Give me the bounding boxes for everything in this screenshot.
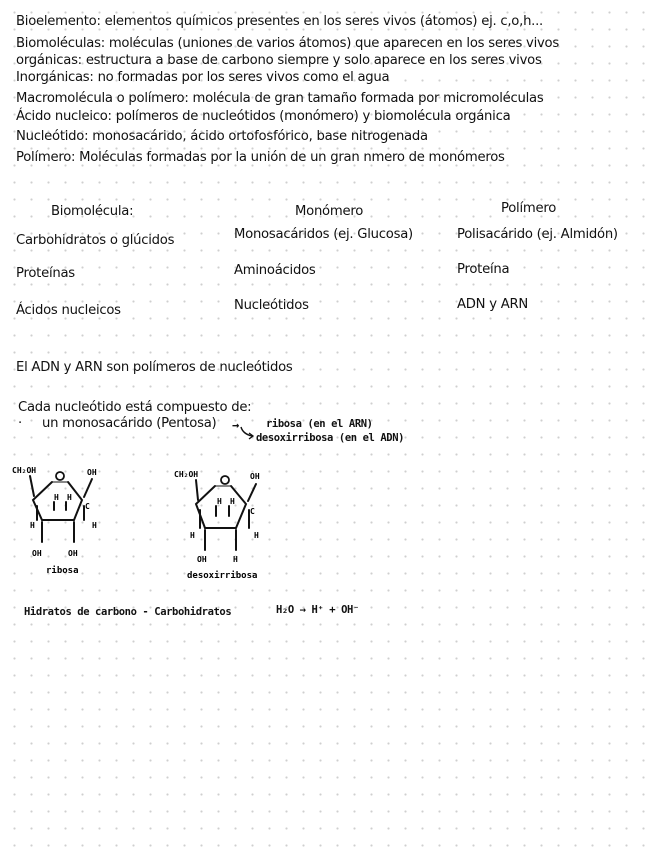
oh-label: OH xyxy=(32,549,42,558)
definition-acido-nucleico: Ácido nucleico: polímeros de nucleótidos (monómero) y biomolécula orgánica xyxy=(16,109,511,124)
branch-arrow-icon xyxy=(238,426,258,442)
h-label: H xyxy=(190,531,195,540)
definition-polimero: Polímero: Moléculas formadas por la unión de un gran nmero de monómeros xyxy=(16,150,505,165)
nucleotide-intro: Cada nucleótido está compuesto de: xyxy=(18,400,252,415)
h-label: H xyxy=(254,531,259,540)
table-header-biomolecula: Biomolécula: xyxy=(51,204,134,219)
table-header-monomero: Monómero xyxy=(295,204,364,219)
table-cell: Nucleótidos xyxy=(234,298,309,313)
table-cell: Carbohidratos o glúcidos xyxy=(16,233,175,248)
table-cell: ADN y ARN xyxy=(457,297,529,312)
hydrates-label: Hidratos de carbono - Carbohidratos xyxy=(24,606,232,618)
h-label: H xyxy=(233,555,238,564)
definition-bioelemento: Bioelemento: elementos químicos presentes en los seres vivos (átomos) ej. c,o,h... xyxy=(16,14,543,29)
definition-biomoleculas: Biomoléculas: moléculas (uniones de varios átomos) que aparecen en los seres vivos xyxy=(16,36,559,51)
h-label: H xyxy=(30,521,35,530)
oh-label: OH xyxy=(87,468,97,477)
ribose-caption: ribosa xyxy=(46,566,79,576)
definition-organicas: orgánicas: estructura a base de carbono siempre y solo aparece en los seres vivos xyxy=(16,53,542,68)
table-cell: Ácidos nucleicos xyxy=(16,303,121,318)
oh-label: OH xyxy=(250,472,260,481)
polymer-note: El ADN y ARN son polímeros de nucleótidos xyxy=(16,360,293,375)
bullet-dot: · xyxy=(18,416,22,431)
definition-inorganicas: Inorgánicas: no formadas por los seres vivos como el agua xyxy=(16,70,390,85)
oh-label: OH xyxy=(197,555,207,564)
arrow-icon: → xyxy=(232,418,239,432)
h-label: H xyxy=(54,493,59,502)
definition-nucleotido: Nucleótido: monosacárido, ácido ortofosfórico, base nitrogenada xyxy=(16,129,428,144)
oh-label: OH xyxy=(68,549,78,558)
table-cell: Monosacáridos (ej. Glucosa) xyxy=(234,227,413,242)
ribosa-option: ribosa (en el ARN) xyxy=(266,418,373,430)
c-label: C xyxy=(85,502,90,511)
nucleotide-item: un monosacárido (Pentosa) xyxy=(42,416,217,431)
h-label: H xyxy=(67,493,72,502)
definition-macromolecula: Macromolécula o polímero: molécula de gran tamaño formada por micromoléculas xyxy=(16,91,544,106)
ch2oh-label: CH₂OH xyxy=(12,466,37,475)
h-label: H xyxy=(92,521,97,530)
table-cell: Aminoácidos xyxy=(234,263,316,278)
table-cell: Polisacárido (ej. Almidón) xyxy=(457,227,618,242)
water-formula: H₂O → H⁺ + OH⁻ xyxy=(276,604,359,616)
h-label: H xyxy=(230,497,235,506)
table-cell: Proteínas xyxy=(16,266,75,281)
deoxyribose-caption: desoxirribosa xyxy=(187,571,258,581)
desoxirribosa-option: desoxirribosa (en el ADN) xyxy=(256,432,405,444)
ribose-structure xyxy=(10,462,120,582)
c-label: C xyxy=(250,507,255,516)
ch2oh-label: CH₂OH xyxy=(174,470,199,479)
table-header-polimero: Polímero xyxy=(501,201,557,216)
deoxyribose-structure xyxy=(170,466,290,590)
table-cell: Proteína xyxy=(457,262,510,277)
h-label: H xyxy=(217,497,222,506)
